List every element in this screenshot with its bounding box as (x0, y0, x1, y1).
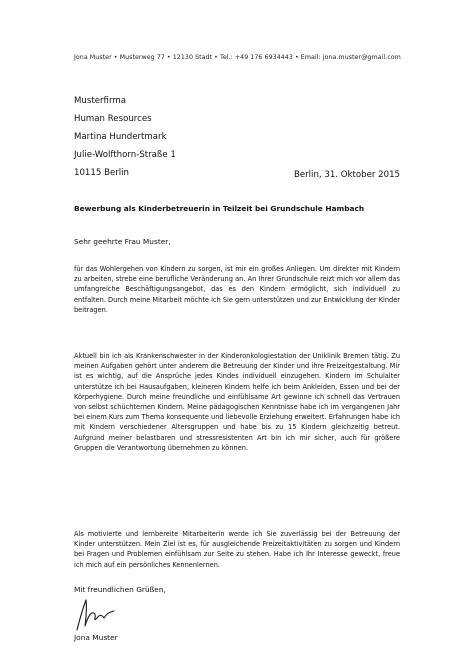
body-paragraph: Aktuell bin ich als Krankenschwester in der Kinderonkologiestation der Uniklinik Bremen tätig. Zu meinen Aufgaben gehört unter anderem die Betreuung der Kinder und ihre Freizeitgestaltung. Mir ist es wichtig, auf die Ansprüche jedes Kindes individuell einzugehen. Kindern im Schulalter unterstütze ich bei Hausaufgaben, kleineren Kindern helfe ich beim Ankleiden, Essen und bei der Körperhygiene. Durch meine freundliche und einfühlsame Art gewinne ich schnell das Vertrauen von selbst schüchternen Kindern. Meine pädagogischen Kenntnisse habe ich im vergangenen Jahr bei einem Kurs zum Thema konsequente und liebevolle Erziehung erweitert. Erfahrungen habe ich mit Kindern verschiedener Altersgruppen und habe bis zu 15 Kindern gleichzeitig betreut. Aufgrund meiner belastbaren und stressresistenten Art bin ich mir sicher, auch für größere Gruppen die Verantwortung übernehmen zu können. (74, 352, 400, 452)
recipient-city: 10115 Berlin (74, 168, 130, 178)
recipient-department: Human Resources (74, 114, 152, 124)
closing-phrase: Mit freundlichen Grüßen, (74, 585, 166, 594)
body-paragraph: für das Wohlergehen von Kindern zu sorgen, ist mir ein großes Anliegen. Um direkter mit Kindern zu arbeiten, strebe eine berufliche Veränderung an. An Ihrer Grundschule reizt mich vor allem das umfangreiche Beschäftigungsangebot, das es den Kindern ermöglicht, sich individuell zu entfalten. Durch meine Mitarbeit möchte ich Sie gern unterstützen und zur Entwicklung der Kinder beitragen. (74, 265, 400, 314)
salutation: Sehr geehrte Frau Muster, (74, 237, 171, 246)
letter-date: Berlin, 31. Oktober 2015 (293, 170, 400, 180)
recipient-street: Julie-Wolfthorn-Straße 1 (74, 150, 176, 160)
recipient-contact: Martina Hundertmark (74, 132, 167, 142)
letter-subject: Bewerbung als Kinderbetreuerin in Teilzeit bei Grundschule Hambach (74, 204, 365, 213)
recipient-company: Musterfirma (74, 96, 126, 106)
sender-contact-line: Jona Muster • Musterweg 77 • 12130 Stadt • Tel.: +49 176 6934443 • Email: jona.muster@gmail.com (74, 54, 401, 61)
signer-name: Jona Muster (74, 633, 118, 642)
recipient-address (74, 92, 176, 182)
body-paragraph: Als motivierte und lernbereite Mitarbeiterin werde ich Sie zuverlässig bei der Betreuung der Kinder unterstützen. Mein Ziel ist es, für ausgleichende Freizeitaktivitäten zu sorgen und Kindern bei Fragen und Problemen einfühlsam zur Seite zu stehen. Habe ich Ihr Interesse geweckt, freue ich mich auf ein persönliches Kennenlernen. (74, 530, 400, 569)
handwritten-signature (74, 596, 118, 632)
